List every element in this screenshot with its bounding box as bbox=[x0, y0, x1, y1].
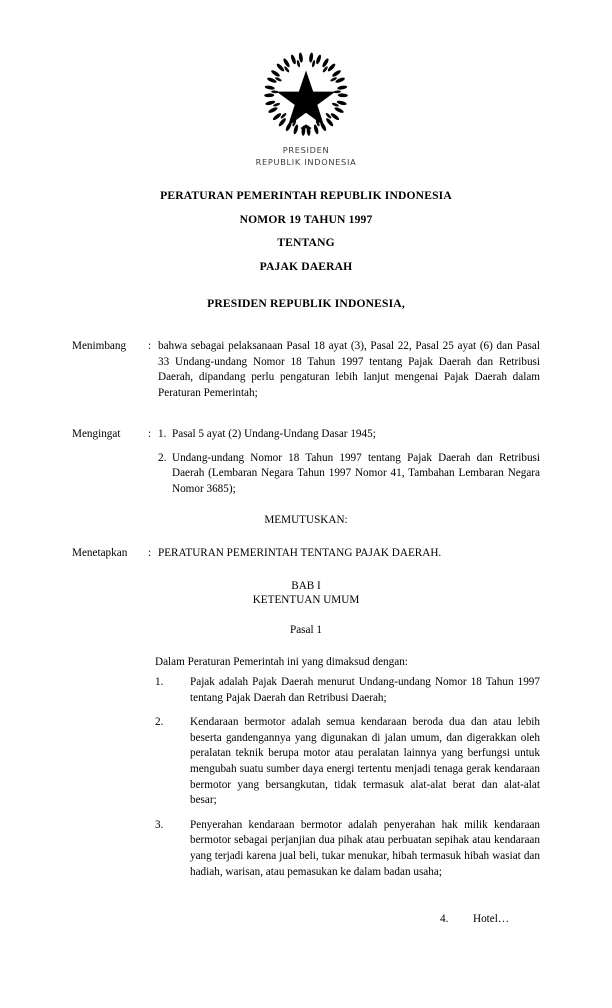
menetapkan-label: Menetapkan bbox=[72, 547, 128, 559]
mengingat-colon: : bbox=[148, 428, 152, 440]
menimbang-clause bbox=[72, 339, 540, 401]
menimbang-label: Menimbang bbox=[72, 340, 127, 352]
menetapkan-clause bbox=[72, 546, 540, 562]
mengingat-label: Mengingat bbox=[72, 428, 121, 440]
document-title-block bbox=[0, 184, 612, 278]
memutuskan-heading: MEMUTUSKAN: bbox=[264, 514, 348, 526]
emblem-caption-line1: PRESIDEN bbox=[282, 145, 330, 155]
title-line-subject: PAJAK DAERAH bbox=[259, 259, 353, 273]
presidential-emblem-block bbox=[0, 48, 612, 168]
page-continuation-marker bbox=[440, 912, 550, 928]
mengingat-list bbox=[158, 427, 540, 497]
mengingat-body bbox=[158, 427, 540, 497]
president-header: PRESIDEN REPUBLIK INDONESIA, bbox=[207, 297, 405, 310]
menimbang-colon: : bbox=[148, 340, 152, 352]
list-item bbox=[155, 715, 540, 809]
list-text: Undang-undang Nomor 18 Tahun 1997 tentang Pajak Daerah dan Retribusi Daerah (Lembaran Negara Tahun 1997 Nomor 41, Tambahan Lembaran Negara Nomor 3685); bbox=[172, 451, 540, 495]
pasal-heading: Pasal 1 bbox=[289, 624, 322, 636]
list-item bbox=[155, 675, 540, 706]
list-item bbox=[158, 451, 540, 498]
menetapkan-colon: : bbox=[148, 547, 152, 559]
menetapkan-body bbox=[158, 546, 540, 562]
pasal-intro-text: Dalam Peraturan Pemerintah ini yang dimaksud dengan: bbox=[155, 656, 408, 668]
list-text: Pajak adalah Pajak Daerah menurut Undang-undang Nomor 18 Tahun 1997 tentang Pajak Daerah dan Retribusi Daerah; bbox=[190, 676, 540, 704]
continuation-marker: 4. bbox=[440, 913, 449, 925]
list-text: Penyerahan kendaraan bermotor adalah penyerahan hak milik kendaraan bermotor sebagai perjanjian dua pihak atau perbuatan sepihak atau kendaraan yang terjadi karena jual beli, tukar menukar, hibah termasuk hibah wasiat dan hadiah, warisan, atau pemasukan ke dalam badan usaha; bbox=[190, 818, 540, 878]
pasal-definition-list bbox=[155, 675, 540, 880]
indonesia-presidential-seal-icon bbox=[260, 48, 352, 140]
menetapkan-text: PERATURAN PEMERINTAH TENTANG PAJAK DAERAH. bbox=[158, 547, 442, 559]
list-marker: 1. bbox=[158, 428, 167, 440]
bab-heading-block bbox=[0, 579, 612, 607]
list-marker: 2. bbox=[158, 451, 167, 464]
list-item bbox=[155, 818, 540, 880]
emblem-caption bbox=[0, 145, 612, 168]
continuation-text: Hotel… bbox=[473, 913, 510, 925]
menimbang-body bbox=[158, 339, 540, 401]
list-item bbox=[158, 427, 540, 443]
list-marker: 3. bbox=[155, 818, 164, 831]
list-marker: 1. bbox=[155, 676, 164, 688]
list-text: Pasal 5 ayat (2) Undang-Undang Dasar 1945; bbox=[172, 428, 376, 440]
list-text: Kendaraan bermotor adalah semua kendaraan beroda dua dan atau lebih beserta gandengannya yang digunakan di jalan umum, dan digerakkan oleh peralatan teknik berupa motor atau peralatan lainnya yang berfungsi untuk mengubah suatu sumber daya energi tertentu menjadi tenaga gerak kendaraan bermotor yang bersangkutan, tidak termasuk alat-alat berat dan alat-alat besar; bbox=[190, 716, 540, 807]
title-line-number: NOMOR 19 TAHUN 1997 bbox=[239, 212, 373, 226]
menimbang-text: bahwa sebagai pelaksanaan Pasal 18 ayat (3), Pasal 22, Pasal 25 ayat (6) dan Pasal 33 Undang-undang Nomor 18 Tahun 1997 tentang Pajak Daerah dan Retribusi Daerah, dipandang perlu pengaturan lebih lanjut mengenai Pajak Daerah dalam Peraturan Pemerintah; bbox=[158, 340, 540, 399]
mengingat-clause bbox=[72, 427, 540, 497]
list-marker: 2. bbox=[155, 716, 164, 729]
title-line-1: PERATURAN PEMERINTAH REPUBLIK INDONESIA bbox=[160, 189, 452, 202]
bab-number: BAB I bbox=[291, 580, 321, 592]
title-line-tentang: TENTANG bbox=[277, 236, 335, 249]
emblem-caption-line2: REPUBLIK INDONESIA bbox=[255, 156, 357, 167]
bab-title: KETENTUAN UMUM bbox=[252, 594, 360, 607]
